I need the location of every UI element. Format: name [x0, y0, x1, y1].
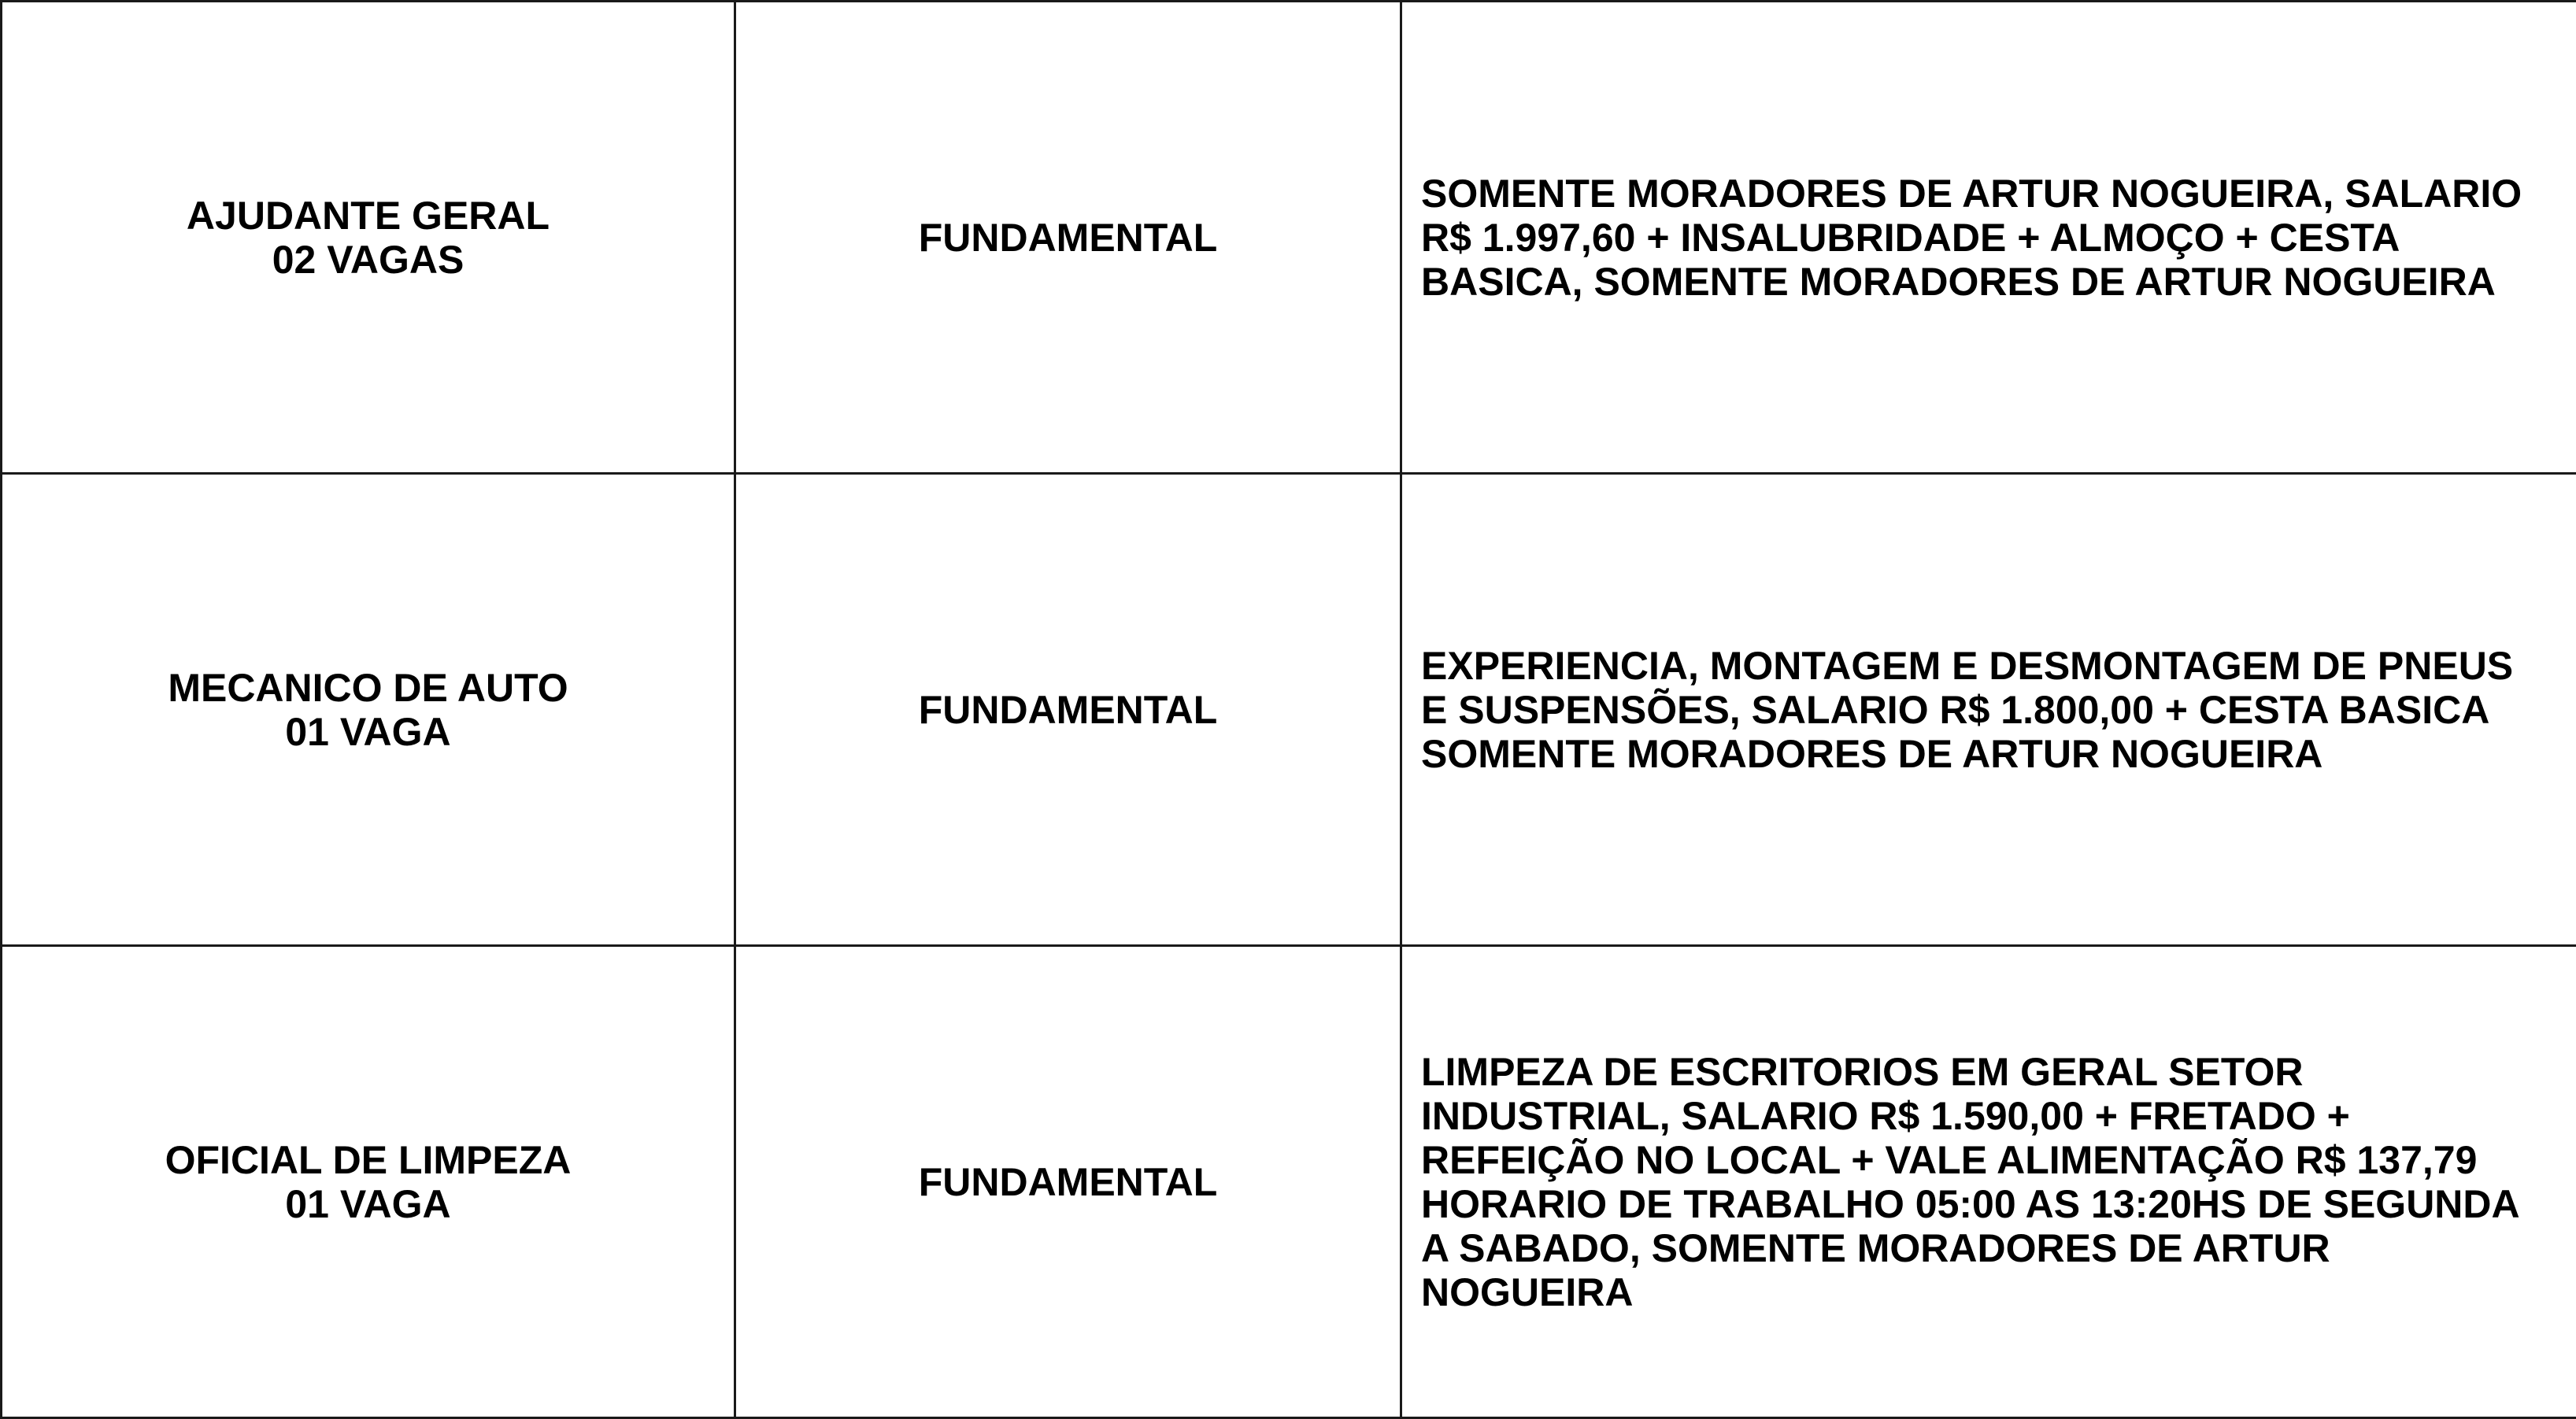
job-row [2, 946, 2576, 1418]
job-title-cell [2, 946, 735, 1418]
job-title-cell [2, 474, 735, 946]
job-row [2, 2, 2576, 474]
job-vacancies: 01 VAGA [2, 710, 734, 754]
job-title: AJUDANTE GERAL [2, 194, 734, 238]
job-description-cell [1401, 474, 2576, 946]
description-line: HORARIO DE TRABALHO 05:00 AS 13:20HS DE SEGUNDA [1421, 1182, 2557, 1226]
education-cell [735, 946, 1401, 1418]
description-line: SOMENTE MORADORES DE ARTUR NOGUEIRA, SALARIO [1421, 172, 2557, 216]
education-cell [735, 2, 1401, 474]
description-line: LIMPEZA DE ESCRITORIOS EM GERAL SETOR [1421, 1050, 2557, 1094]
job-vacancies: 02 VAGAS [2, 238, 734, 282]
job-vacancies: 01 VAGA [2, 1182, 734, 1226]
job-description-cell [1401, 946, 2576, 1418]
description-line: R$ 1.997,60 + INSALUBRIDADE + ALMOÇO + CESTA [1421, 216, 2557, 260]
description-line: NOGUEIRA [1421, 1270, 2557, 1314]
description-line: SOMENTE MORADORES DE ARTUR NOGUEIRA [1421, 732, 2557, 776]
description-line: A SABADO, SOMENTE MORADORES DE ARTUR [1421, 1226, 2557, 1270]
job-row [2, 474, 2576, 946]
job-title: OFICIAL DE LIMPEZA [2, 1138, 734, 1182]
description-line: BASICA, SOMENTE MORADORES DE ARTUR NOGUEIRA [1421, 260, 2557, 304]
education-level: FUNDAMENTAL [736, 1160, 1400, 1204]
description-line: REFEIÇÃO NO LOCAL + VALE ALIMENTAÇÃO R$ 137,79 [1421, 1138, 2557, 1182]
job-title: MECANICO DE AUTO [2, 666, 734, 710]
job-title-cell [2, 2, 735, 474]
education-level: FUNDAMENTAL [736, 216, 1400, 260]
education-level: FUNDAMENTAL [736, 688, 1400, 732]
description-line: EXPERIENCIA, MONTAGEM E DESMONTAGEM DE PNEUS [1421, 644, 2557, 688]
description-line: INDUSTRIAL, SALARIO R$ 1.590,00 + FRETADO + [1421, 1094, 2557, 1138]
description-line: E SUSPENSÕES, SALARIO R$ 1.800,00 + CESTA BASICA [1421, 688, 2557, 732]
job-description-cell [1401, 2, 2576, 474]
education-cell [735, 474, 1401, 946]
